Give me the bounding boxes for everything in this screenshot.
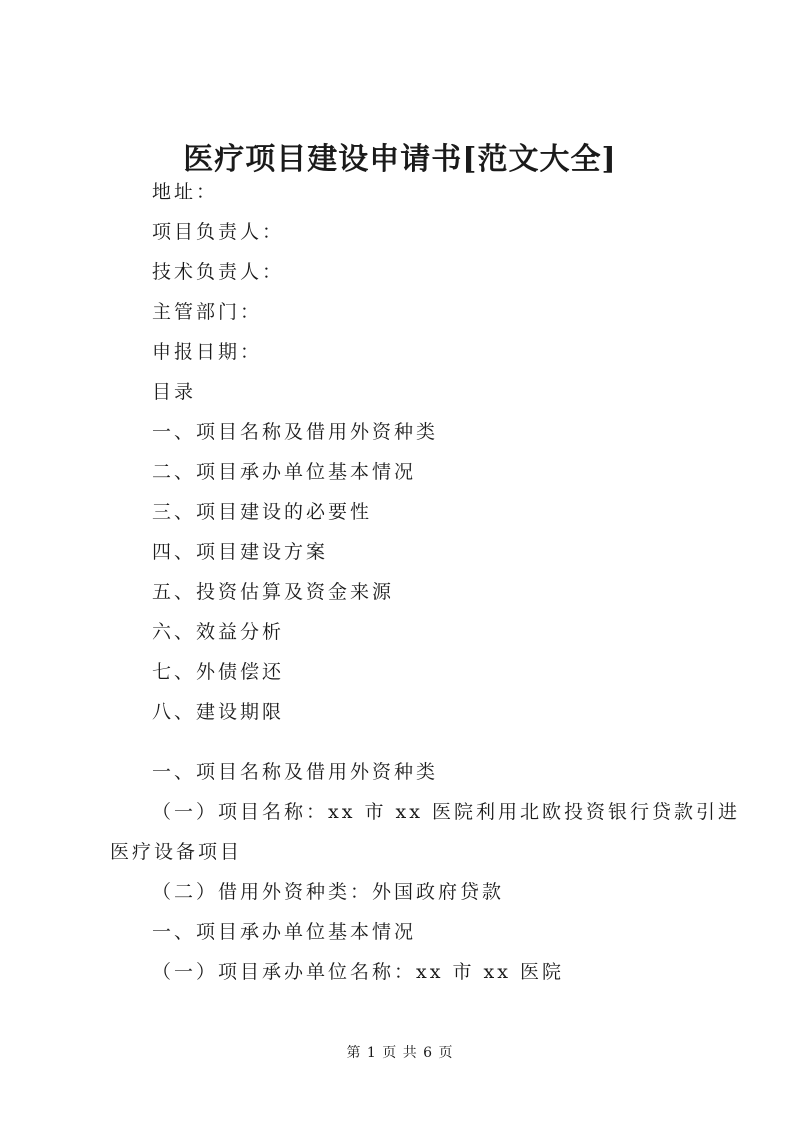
project-leader-field: 项目负责人：: [152, 221, 285, 243]
technical-leader-field: 技术负责人：: [152, 261, 285, 283]
toc-item: 一、项目名称及借用外资种类: [152, 421, 439, 443]
toc-item: 七、外债偿还: [152, 661, 285, 683]
paragraph-line: （二）借用外资种类：外国政府贷款: [152, 881, 505, 903]
date-field: 申报日期：: [152, 341, 263, 363]
department-field: 主管部门：: [152, 301, 263, 323]
toc-item: 四、项目建设方案: [152, 541, 329, 563]
paragraph-line: （一）项目承办单位名称：xx 市 xx 医院: [152, 961, 564, 983]
toc-item: 六、效益分析: [152, 621, 285, 643]
document-title: 医疗项目建设申请书[范文大全]: [183, 142, 617, 177]
toc-heading: 目录: [152, 381, 197, 403]
page-number-footer: 第 1 页 共 6 页: [346, 1045, 454, 1061]
paragraph-line-continued: 医疗设备项目: [110, 841, 243, 863]
address-field: 地址：: [152, 181, 219, 203]
toc-item: 二、项目承办单位基本情况: [152, 461, 417, 483]
toc-item: 三、项目建设的必要性: [152, 501, 373, 523]
toc-item: 五、投资估算及资金来源: [152, 581, 395, 603]
paragraph-line: （一）项目名称：xx 市 xx 医院利用北欧投资银行贷款引进: [152, 801, 740, 823]
toc-item: 八、建设期限: [152, 701, 285, 723]
section-heading: 一、项目承办单位基本情况: [152, 921, 417, 943]
section-heading: 一、项目名称及借用外资种类: [152, 761, 439, 783]
